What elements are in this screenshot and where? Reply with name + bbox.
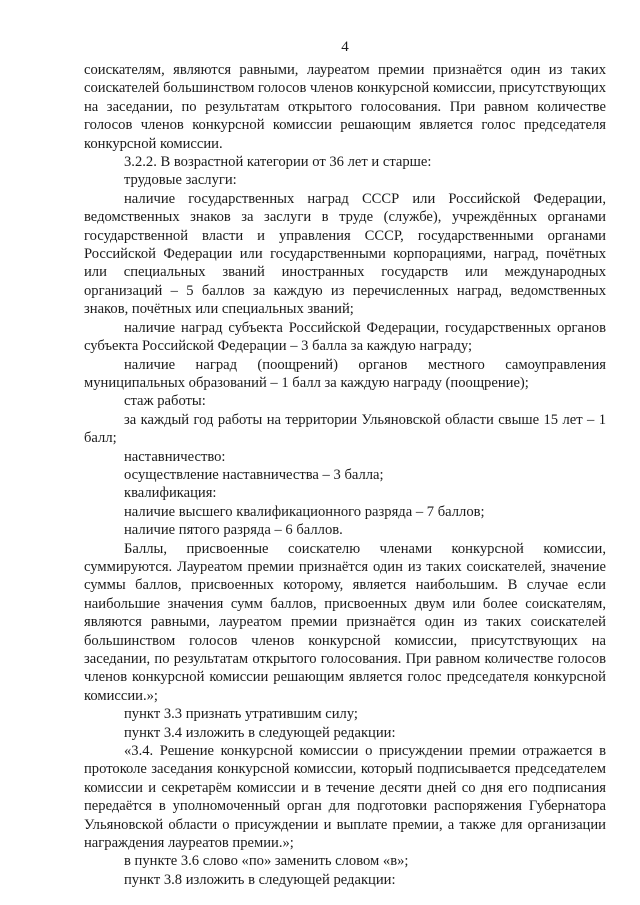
paragraph: соискателям, являются равными, лауреатом премии признаётся один из таких соискателей большинством голосов членов конкурсной комиссии, присутствующих на заседании, по результатам открытого голосования. При равном количестве голосов членов конкурсной комиссии решающим является голос председателя конкурсной комиссии. (84, 62, 606, 152)
paragraph: пункт 3.8 изложить в следующей редакции: (124, 871, 396, 888)
paragraph: пункт 3.4 изложить в следующей редакции: (124, 724, 396, 741)
paragraph: наличие государственных наград СССР или Российской Федерации, ведомственных знаков за заслуги в труде (службе), учреждённых органами государственной власти и управления СССР, государственными органами Российской Федерации или государственными корпорациями, наград, почётных или специальных званий иностранных государств или международных организаций – 5 баллов за каждую из перечисленных наград, ведомственных знаков, почётных или специальных званий; (84, 190, 606, 318)
paragraph: стаж работы: (124, 393, 206, 410)
page-number: 4 (341, 39, 349, 55)
paragraph: пункт 3.3 признать утратившим силу; (124, 706, 358, 723)
paragraph: «3.4. Решение конкурсной комиссии о присуждении премии отражается в протоколе заседания конкурсной комиссии, который подписывается председателем комиссии и секретарём комиссии и в течение десяти дней со дня его подписания передаётся в уполномоченный орган для подготовки распоряжения Губернатора Ульяновской области о присуждении и выплате премии, а также для организации награждения лауреатов премии.»; (84, 743, 606, 852)
paragraph: наличие наград субъекта Российской Федерации, государственных органов субъекта Российской Федерации – 3 балла за каждую награду; (84, 319, 606, 355)
paragraph: наличие пятого разряда – 6 баллов. (124, 522, 343, 539)
paragraph: в пункте 3.6 слово «по» заменить словом «в»; (124, 853, 409, 870)
paragraph: за каждый год работы на территории Ульяновской области свыше 15 лет – 1 балл; (84, 411, 606, 447)
paragraph: осуществление наставничества – 3 балла; (124, 466, 384, 483)
document-body (84, 61, 606, 889)
paragraph: наставничество: (124, 448, 226, 465)
paragraph: трудовые заслуги: (124, 172, 237, 189)
paragraph: Баллы, присвоенные соискателю членами конкурсной комиссии, суммируются. Лауреатом премии признаётся один из таких соискателей, значение суммы баллов, присвоенных которому, является наибольшим. В случае если наибольшие значения сумм баллов, присвоенных двум или более соискателям, являются равными, лауреатом премии признаётся один из таких соискателей большинством голосов членов конкурсной комиссии, присутствующих на заседании, по результатам открытого голосования. При равном количестве голосов членов конкурсной комиссии решающим является голос председателя конкурсной комиссии.»; (84, 540, 606, 704)
paragraph: наличие высшего квалификационного разряда – 7 баллов; (124, 503, 485, 520)
paragraph: наличие наград (поощрений) органов местного самоуправления муниципальных образований – 1 балл за каждую награду (поощрение); (84, 356, 606, 391)
paragraph: квалификация: (124, 485, 217, 502)
paragraph: 3.2.2. В возрастной категории от 36 лет и старше: (124, 154, 432, 171)
